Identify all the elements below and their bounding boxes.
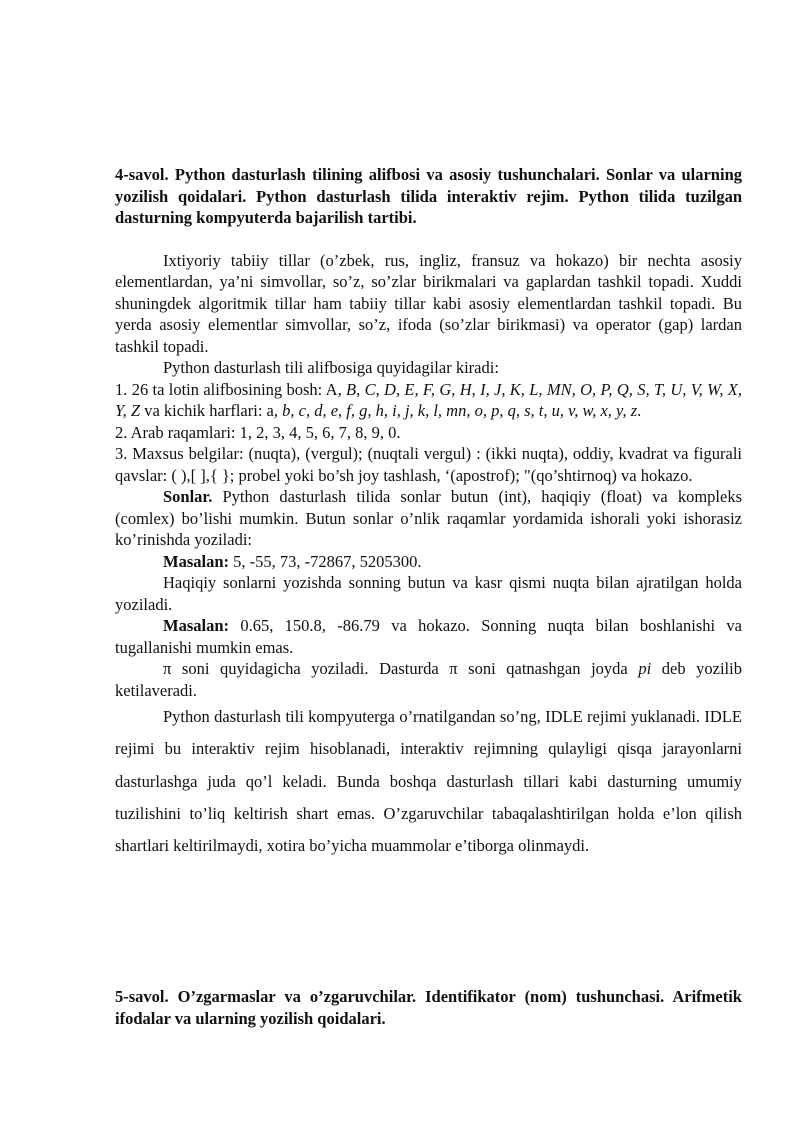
real-example: Masalan: 0.65, 150.8, -86.79 va hokazo. Sonning nuqta bilan boshlanishi va tugallanishi mumkin emas. xyxy=(115,616,742,657)
document-page xyxy=(115,164,742,1028)
pi-paragraph: π soni quyidagicha yoziladi. Dasturda π soni qatnashgan joyda pi deb yozilib ketilaveradi. xyxy=(115,659,742,700)
alphabet-item-special: 3. Maxsus belgilar: (nuqta), (vergul); (nuqtali vergul) : (ikki nuqta), oddiy, kvadrat va figurali qavslar: ( ),[ ],{ }; probel yoki bo’sh joy tashlash, ‘(apostrof); "(qo’shtirnoq) va hokazo. xyxy=(115,444,742,485)
idle-paragraph: Python dasturlash tili kompyuterga o’rnatilgandan so’ng, IDLE rejimi yuklanadi. IDLE rejimi bu interaktiv rejim hisoblanadi, interaktiv rejimning qulayligi qisqa jarayonlarni dasturlashga juda qo’l keladi. Bunda boshqa dasturlash tillari kabi dasturning umumiy tuzilishini to’liq keltirish shart emas. O’zgaruvchilar tabaqalashtirilgan holda e’lon qilish shartlari keltirilmaydi, xotira bo’yicha muammolar e’tiborga olinmaydi. xyxy=(115,707,742,856)
alphabet-intro: Python dasturlash tili alifbosiga quyidagilar kiradi: xyxy=(163,358,499,377)
question-5-heading: 5-savol. O’zgarmaslar va o’zgaruvchilar. Identifikator (nom) tushunchasi. Arifmetik ifodalar va ularning yozilish qoidalari. xyxy=(115,987,742,1028)
numbers-paragraph: Sonlar. Python dasturlash tilida sonlar butun (int), haqiqiy (float) va kompleks (comlex) bo’lishi mumkin. Butun sonlar o’nlik raqamlar yordamida ishorali yoki ishorasiz ko’rinishda yoziladi: xyxy=(115,487,742,549)
alphabet-item-digits: 2. Arab raqamlari: 1, 2, 3, 4, 5, 6, 7, 8, 9, 0. xyxy=(115,422,401,442)
intro-paragraph: Ixtiyoriy tabiiy tillar (o’zbek, rus, ingliz, fransuz va hokazo) bir nechta asosiy elementlardan, ya’ni simvollar, so’z, so’zlar birikmalari va gaplardan tashkil topadi. Xuddi shuningdek algoritmik tillar ham tabiiy tillar kabi asosiy elementlardan tashkil topadi. Bu yerda asosiy elementlar simvollar, so’z, ifoda (so’zlar birikmasi) va operator (gap) lardan tashkil topadi. xyxy=(115,250,742,356)
alphabet-item-letters: 1. 26 ta lotin alifbosining bosh: A, B, C, D, E, F, G, H, I, J, K, L, MN, O, P, Q, S, T, U, V, W, X, Y, Z va kichik harflari: a, b, c, d, e, f, g, h, i, j, k, l, mn, o, p, q, s, t, u, v, w, x, y, z. xyxy=(115,379,742,420)
real-numbers-paragraph: Haqiqiy sonlarni yozishda sonning butun va kasr qismi nuqta bilan ajratilgan holda yoziladi. xyxy=(115,573,742,614)
integer-example: Masalan: 5, -55, 73, -72867, 5205300. xyxy=(163,551,422,571)
question-4-heading: 4-savol. Python dasturlash tilining alifbosi va asosiy tushunchalari. Sonlar va ularning yozilish qoidalari. Python dasturlash tilida interaktiv rejim. Python tilida tuzilgan dasturning kompyuterda bajarilish tartibi. xyxy=(115,165,742,227)
numbers-label: Sonlar. xyxy=(163,487,213,506)
